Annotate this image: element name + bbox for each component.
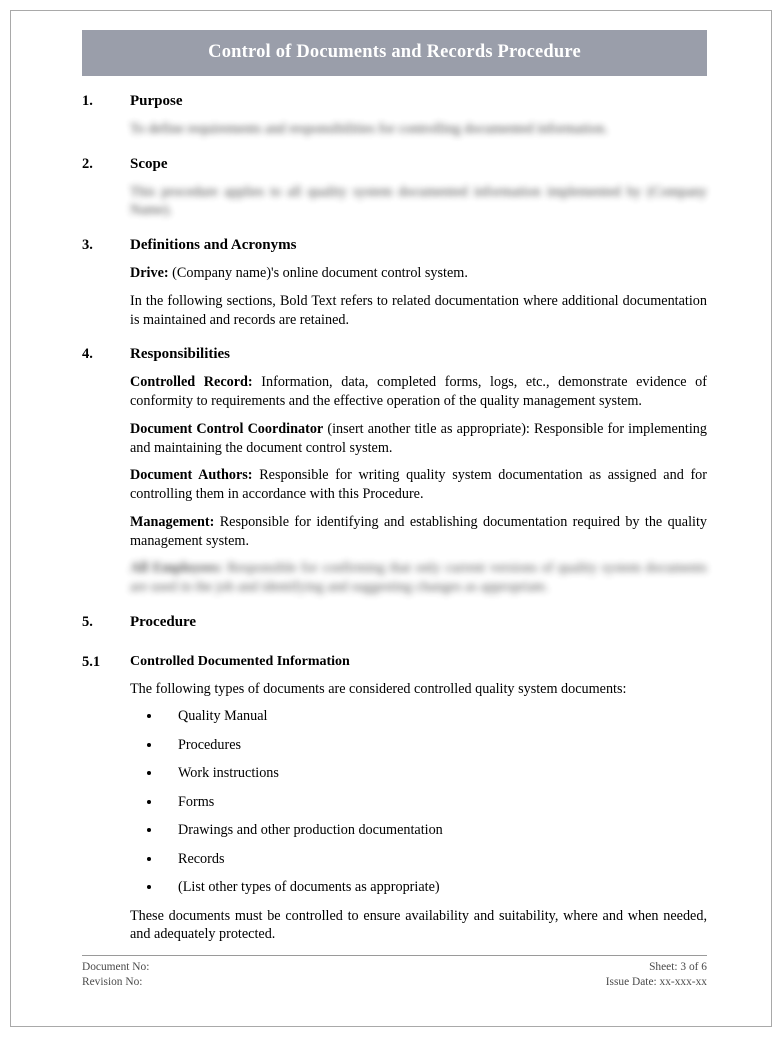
document-types-list <box>130 707 707 896</box>
footer-sheet: Sheet: 3 of 6 <box>649 961 707 973</box>
subsection-closing: These documents must be controlled to ensure availability and suitability, where and when needed, and adequately protected. <box>130 907 707 943</box>
section-heading: Definitions and Acronyms <box>130 237 297 254</box>
section-definitions <box>82 237 707 329</box>
responsibility-text: Responsible for identifying and establishing documentation required by the quality management system. <box>130 513 707 549</box>
subsection-number: 5.1 <box>82 653 101 670</box>
footer-issue-date: Issue Date: xx-xxx-xx <box>605 976 707 989</box>
responsibility-text: Responsible for confirming that only current versions of quality system documents are used in the job and identifying and suggesting changes as appropriate. <box>130 560 707 596</box>
responsibility-document-control-coordinator <box>130 420 707 457</box>
responsibility-role: Document Control Coordinator <box>130 420 324 437</box>
section-paragraph: To define requirements and responsibilities for controlling documented information. <box>130 121 608 137</box>
definition-bold-text-note: In the following sections, Bold Text refers to related documentation where additional documentation is maintained and records are retained. <box>130 292 707 328</box>
section-heading: Scope <box>130 155 168 172</box>
responsibility-role: All Employees: <box>130 560 223 577</box>
document-content <box>82 30 707 944</box>
list-item: • Quality Manual <box>162 707 707 725</box>
section-heading: Responsibilities <box>130 346 231 363</box>
section-heading: Purpose <box>130 93 183 109</box>
list-item: • Procedures <box>162 736 707 754</box>
section-heading: Procedure <box>130 613 197 630</box>
subsection-heading: Controlled Documented Information <box>130 653 350 669</box>
responsibility-role: Document Authors: <box>130 467 253 484</box>
responsibility-text: (insert another title as appropriate): Responsible for implementing and maintaining the document control system. <box>130 420 707 456</box>
list-item: • Records <box>162 850 707 868</box>
definition-term: Drive: <box>130 265 169 282</box>
section-purpose <box>82 93 707 139</box>
list-item: • Work instructions <box>162 764 707 782</box>
section-number: 1. <box>82 93 93 109</box>
footer-document-no: Document No: <box>82 961 150 973</box>
document-title-bar: Control of Documents and Records Procedure <box>82 30 707 76</box>
section-number: 2. <box>82 155 93 172</box>
responsibility-role: Management: <box>130 513 215 530</box>
responsibility-text: Information, data, completed forms, logs, etc., demonstrate evidence of conformity to requirements and the effective operation of the quality management system. <box>130 374 707 410</box>
section-scope <box>82 156 707 220</box>
section-procedure <box>82 614 707 631</box>
section-responsibilities <box>82 346 707 596</box>
definition-drive <box>130 264 707 283</box>
section-number: 3. <box>82 237 93 254</box>
responsibility-text: Responsible for writing quality system documentation as assigned and for controlling them in accordance with this Procedure. <box>130 467 707 503</box>
section-number: 4. <box>82 346 93 363</box>
definition-text: (Company name)'s online document control system. <box>168 265 468 282</box>
responsibility-controlled-record <box>130 373 707 410</box>
subsection-intro: The following types of documents are considered controlled quality system documents: <box>130 680 627 697</box>
list-item: • Forms <box>162 793 707 811</box>
list-item: • Drawings and other production documentation <box>162 821 707 839</box>
list-item: • (List other types of documents as appropriate) <box>162 878 707 896</box>
responsibility-management <box>130 513 707 550</box>
page-footer <box>82 955 707 991</box>
section-number: 5. <box>82 613 93 630</box>
responsibility-all-employees <box>130 559 707 596</box>
footer-revision-no: Revision No: <box>82 976 143 989</box>
responsibility-role: Controlled Record: <box>130 374 253 391</box>
subsection-controlled-documented-information <box>82 654 707 944</box>
section-paragraph: This procedure applies to all quality system documented information implemented by (Company Name). <box>130 183 707 219</box>
responsibility-document-authors <box>130 466 707 503</box>
